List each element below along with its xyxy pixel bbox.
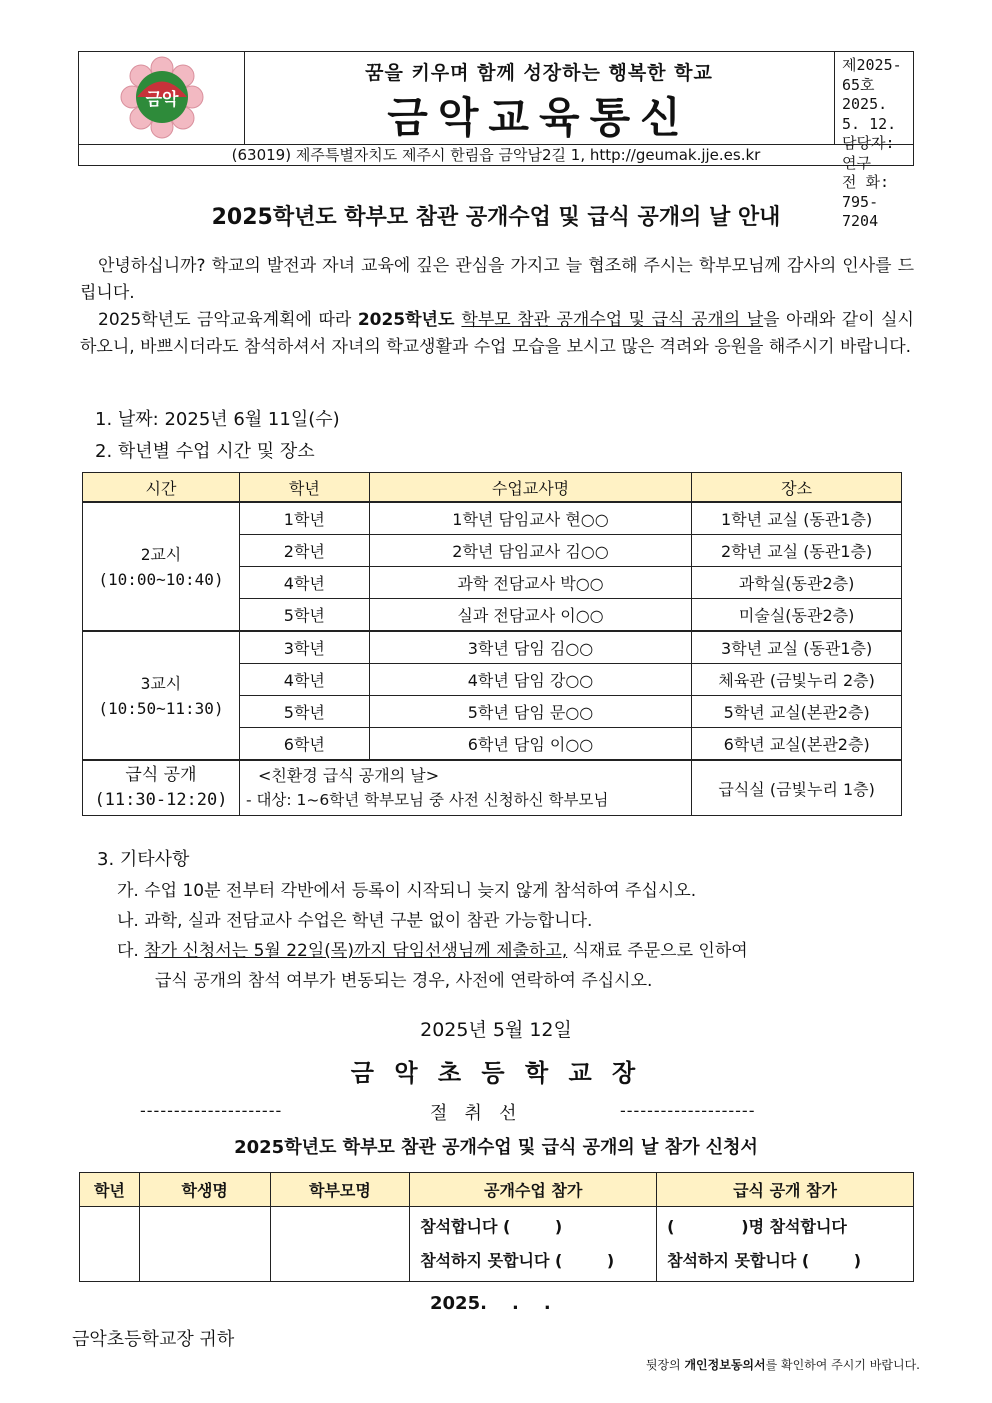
footnote-pre: 뒷장의 — [645, 1358, 685, 1372]
teacher-cell: 2학년 담임교사 김○○ — [369, 535, 692, 567]
header-teacher: 수업교사명 — [369, 473, 692, 503]
slogan: 꿈을 키우며 함께 성장하는 행복한 학교 — [365, 62, 713, 84]
lunch-description-cell — [239, 760, 691, 816]
lunch-row — [83, 760, 902, 816]
schedule-header-row — [83, 473, 902, 503]
lunch-label: 급식 공개 — [125, 765, 197, 785]
lunch-attend-option[interactable]: ( )명 참석합니다 — [667, 1217, 847, 1236]
student-name-field[interactable] — [139, 1207, 270, 1282]
logo-text: 금악 — [145, 90, 179, 110]
place-cell: 미술실(동관2층) — [692, 599, 902, 632]
teacher-cell: 3학년 담임 김○○ — [369, 631, 692, 664]
schedule-table — [82, 472, 902, 816]
period-2-time: (10:00~10:40) — [98, 569, 224, 589]
teacher-cell: 4학년 담임 강○○ — [369, 664, 692, 696]
class-attendance-options[interactable] — [410, 1207, 657, 1282]
newsletter-title: 금악교육통신 — [387, 93, 691, 142]
lunch-time-cell — [83, 760, 240, 816]
table-row — [83, 631, 902, 664]
form-header-row — [80, 1173, 914, 1207]
application-form-table — [79, 1172, 914, 1282]
place-cell: 3학년 교실 (동관1층) — [692, 631, 902, 664]
lunch-place-cell: 급식실 (금빛누리 1층) — [692, 760, 902, 816]
intro-paragraph-1: 안녕하십니까? 학교의 발전과 자녀 교육에 깊은 관심을 가지고 늘 협조해 주시는 학부모님께 감사의 인사를 드립니다. — [80, 256, 914, 303]
form-header-grade: 학년 — [80, 1173, 140, 1207]
phone: 전 화: 795-7204 — [842, 173, 890, 230]
period-3-label: 3교시 — [140, 673, 182, 693]
principal-name: 금 악 초 등 학 교 장 — [350, 1059, 642, 1087]
header-time: 시간 — [83, 473, 240, 503]
form-entry-row — [80, 1207, 914, 1282]
grade-cell: 3학년 — [239, 631, 369, 664]
cut-label: 절 취 선 — [430, 1103, 517, 1124]
intro-p2-underline: 학부모 참관 공개수업 및 급식 공개의 날 — [461, 310, 764, 330]
form-header-lunch: 급식 공개 참가 — [657, 1173, 914, 1207]
place-cell: 5학년 교실(본관2층) — [692, 696, 902, 728]
teacher-cell: 6학년 담임 이○○ — [369, 728, 692, 761]
form-recipient: 금악초등학교장 귀하 — [72, 1329, 235, 1350]
issue-date: 2025. 5. 12. — [842, 95, 897, 133]
item-etc-title: 3. 기타사항 — [97, 849, 190, 870]
form-title: 2025학년도 학부모 참관 공개수업 및 급식 공개의 날 참가 신청서 — [234, 1137, 758, 1158]
grade-cell: 2학년 — [239, 535, 369, 567]
issue-info — [834, 52, 913, 230]
grade-cell: 4학년 — [239, 567, 369, 599]
etc-a: 가. 수업 10분 전부터 각반에서 등록이 시작되니 늦지 않게 참석하여 주십시오. — [117, 881, 697, 901]
document-title: 2025학년도 학부모 참관 공개수업 및 급식 공개의 날 안내 — [211, 205, 781, 230]
title-cell — [244, 52, 835, 144]
lunch-title: <친환경 급식 공개의 날> — [257, 766, 440, 785]
lunch-time: (11:30-12:20) — [94, 790, 228, 810]
table-row — [83, 502, 902, 535]
grade-cell: 1학년 — [239, 502, 369, 535]
etc-c-underline: 참가 신청서는 5월 22일(목)까지 담임선생님께 제출하고, — [144, 941, 568, 961]
footnote-bold: 개인정보동의서 — [684, 1358, 766, 1372]
place-cell: 체육관 (금빛누리 2층) — [692, 664, 902, 696]
etc-c — [117, 936, 748, 961]
lunch-attendance-options[interactable] — [657, 1207, 914, 1282]
grade-cell: 6학년 — [239, 728, 369, 761]
intro-p2-b: 2025학년도 — [357, 310, 462, 330]
grade-entry-field[interactable] — [80, 1207, 140, 1282]
etc-c-line2: 급식 공개의 참석 여부가 변동되는 경우, 사전에 연락하여 주십시오. — [155, 971, 653, 991]
class-absent-option[interactable]: 참석하지 못합니다 ( ) — [420, 1251, 615, 1270]
teacher-cell: 5학년 담임 문○○ — [369, 696, 692, 728]
form-header-parent: 학부모명 — [270, 1173, 410, 1207]
parent-name-field[interactable] — [270, 1207, 410, 1282]
etc-b: 나. 과학, 실과 전담교사 수업은 학년 구분 없이 참관 가능합니다. — [117, 911, 593, 931]
item-date: 1. 날짜: 2025년 6월 11일(수) — [95, 409, 340, 430]
place-cell: 6학년 교실(본관2층) — [692, 728, 902, 761]
cut-dashes-right: -------------------- — [620, 1101, 756, 1120]
etc-c-rest: 식재료 주문으로 인하여 — [567, 941, 748, 961]
teacher-cell: 과학 전담교사 박○○ — [369, 567, 692, 599]
teacher-cell: 실과 전담교사 이○○ — [369, 599, 692, 632]
intro-paragraph-2 — [80, 307, 914, 361]
intro-p2-c: 을 아래와 같이 실시하오니, 바쁘시더라도 참석하셔서 자녀의 학교생활과 수업 모습을 보시고 많은 격려와 응원을 해주시기 바랍니다. — [80, 310, 914, 357]
item-schedule-title: 2. 학년별 수업 시간 및 장소 — [95, 441, 315, 462]
place-cell: 1학년 교실 (동관1층) — [692, 502, 902, 535]
cut-dashes-left: --------------------- — [140, 1101, 283, 1120]
school-logo — [117, 56, 207, 140]
period-2-label: 2교시 — [140, 544, 182, 564]
grade-cell: 4학년 — [239, 664, 369, 696]
form-header-class: 공개수업 참가 — [410, 1173, 657, 1207]
lunch-absent-option[interactable]: 참석하지 못합니다 ( ) — [667, 1251, 862, 1270]
period-2-cell — [83, 502, 240, 631]
grade-cell: 5학년 — [239, 599, 369, 632]
teacher-cell: 1학년 담임교사 현○○ — [369, 502, 692, 535]
footnote — [646, 1356, 920, 1373]
intro-p2-a: 2025학년도 금악교육계획에 따라 — [98, 310, 358, 330]
etc-c-prefix: 다. — [117, 941, 145, 961]
manager: 담당자: 연구 — [842, 134, 895, 172]
lunch-target: - 대상: 1~6학년 학부모님 중 사전 신청하신 학부모님 — [245, 791, 609, 809]
header-place: 장소 — [692, 473, 902, 503]
logo-cell — [79, 52, 245, 144]
form-date-line: 2025. . . — [430, 1293, 551, 1314]
place-cell: 과학실(동관2층) — [692, 567, 902, 599]
issue-number: 제2025-65호 — [842, 56, 902, 94]
issue-sign-date: 2025년 5월 12일 — [420, 1019, 572, 1041]
school-address: (63019) 제주특별자치도 제주시 한림읍 금악남2길 1, http://geumak.jje.es.kr — [79, 144, 913, 166]
form-header-student: 학생명 — [139, 1173, 270, 1207]
place-cell: 2학년 교실 (동관1층) — [692, 535, 902, 567]
grade-cell: 5학년 — [239, 696, 369, 728]
footnote-post: 를 확인하여 주시기 바랍니다. — [765, 1358, 920, 1372]
header-grade: 학년 — [239, 473, 369, 503]
period-3-cell — [83, 631, 240, 760]
period-3-time: (10:50~11:30) — [98, 698, 224, 718]
class-attend-option[interactable]: 참석합니다 ( ) — [420, 1217, 563, 1236]
